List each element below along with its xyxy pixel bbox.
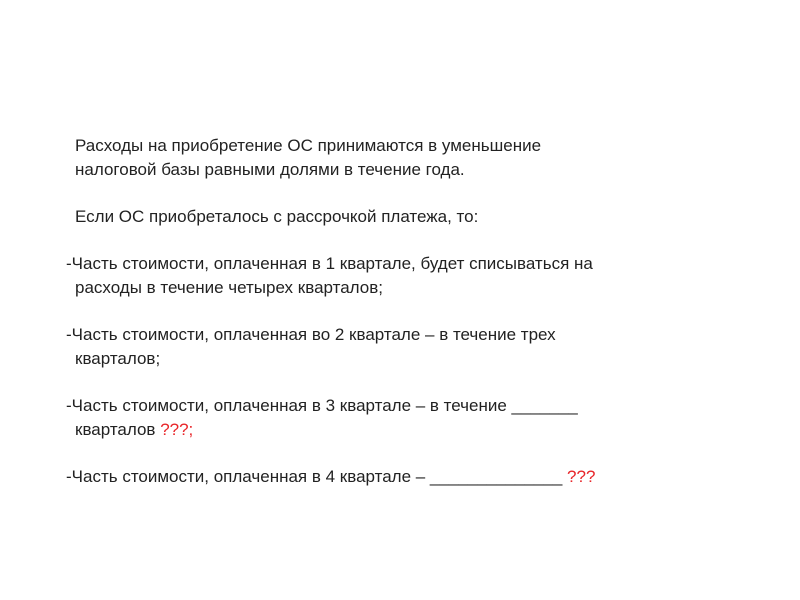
item-4-line <box>66 465 746 489</box>
item-2-line-1: -Часть стоимости, оплаченная во 2 квартале – в течение трех <box>66 325 556 344</box>
spacer <box>66 371 746 394</box>
item-3-line-1: -Часть стоимости, оплаченная в 3 квартале – в течение _______ <box>66 396 578 415</box>
spacer <box>66 300 746 323</box>
spacer <box>66 182 746 205</box>
item-2-line-2: кварталов; <box>75 349 161 368</box>
item-3-question-mark: ???; <box>160 420 194 439</box>
item-1-line-2: расходы в течение четырех кварталов; <box>75 278 383 297</box>
intro-line-1: Расходы на приобретение ОС принимаются в уменьшение <box>75 136 542 155</box>
item-4-question-mark: ??? <box>567 467 596 486</box>
item-4-text: -Часть стоимости, оплаченная в 4 квартале – ______________ <box>66 467 568 486</box>
slide-text-block <box>66 134 746 489</box>
spacer <box>66 229 746 252</box>
item-3-line-2 <box>66 418 746 442</box>
item-3-line-2-text: кварталов <box>75 420 161 439</box>
intro-line-2: налоговой базы равными долями в течение года. <box>75 160 465 179</box>
condition-line: Если ОС приобреталось с рассрочкой платежа, то: <box>75 207 479 226</box>
item-1-line-1: -Часть стоимости, оплаченная в 1 квартале, будет списываться на <box>66 254 593 273</box>
spacer <box>66 442 746 465</box>
